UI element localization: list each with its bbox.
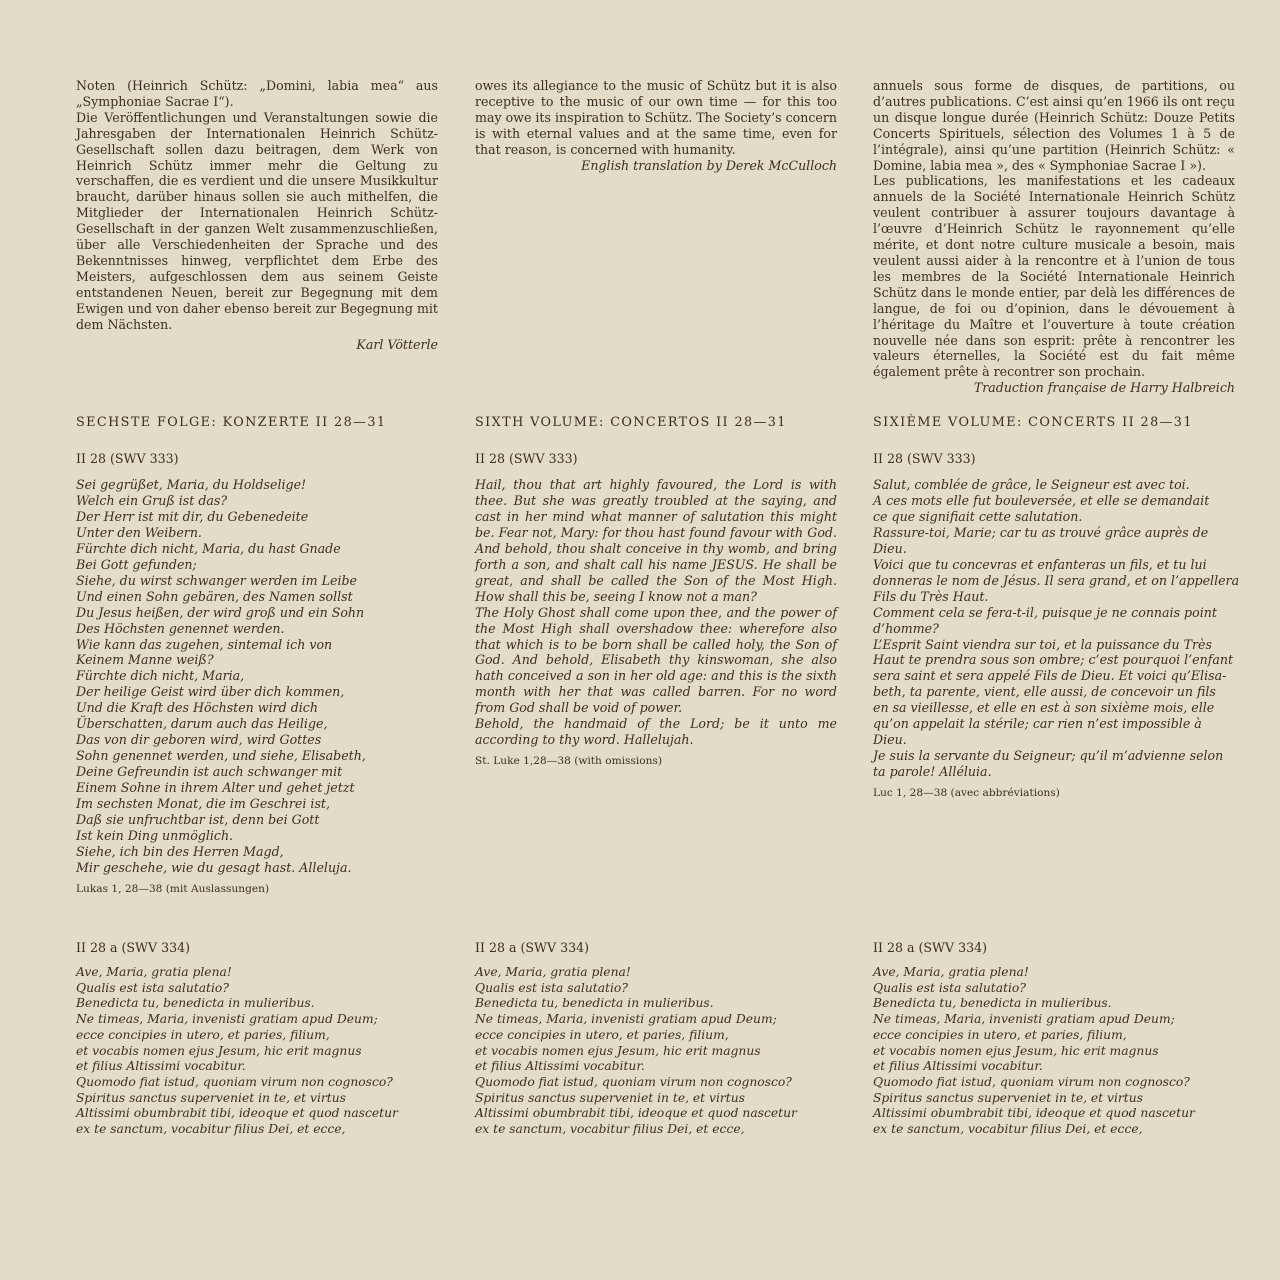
verse-line: et filius Altissimi vocabitur.: [76, 1059, 246, 1074]
verse-line: Spiritus sanctus superveniet in te, et virtus: [873, 1090, 1143, 1105]
verse-line: Der heilige Geist wird über dich kommen,: [76, 684, 345, 700]
verse-line: et vocabis nomen ejus Jesum, hic erit magnus: [76, 1043, 362, 1058]
intro-german: [76, 78, 438, 353]
verse-line: Qualis est ista salutatio?: [475, 980, 628, 995]
verse-line: Der Herr ist mit dir, du Gebenedeite: [76, 508, 309, 524]
verse-line: Überschatten, darum auch das Heilige,: [76, 716, 328, 732]
intro-paragraph: Die Veröffentlichungen und Veranstaltungen sowie die Jahresgaben der Internationalen Heinrich Schütz-Gesellschaft sollen dazu beitragen, dem Werk von Heinrich Schütz immer mehr die Geltung zu verschaffen, die es verdient und die unsere Musikkultur braucht, darüber hinaus sollen sie auch mithelfen, die Mitglieder der Internationalen Heinrich Schütz-Gesellschaft in der ganzen Welt zusammenzuschließen, über alle Verschiedenheiten der Sprache und des Bekenntnisses hinweg, verpflichtet dem Erbe des Meisters, aufgeschlossen dem aus seinem Geiste entstandenen Neuen, bereit zur Begegnung mit dem Ewigen und von daher ebenso bereit zur Begegnung mit dem Nächsten.: [76, 109, 438, 332]
verse-line: Fürchte dich nicht, Maria, du hast Gnade: [76, 540, 341, 556]
volume-title: SIXIÈME VOLUME: CONCERTS II 28—31: [873, 415, 1193, 430]
work-number: II 28 (SWV 333): [76, 451, 179, 466]
verse-line: Altissimi obumbrabit tibi, ideoque et quod nascetur: [475, 1106, 797, 1121]
work-number: II 28 (SWV 333): [873, 451, 976, 466]
verse-line: Bei Gott gefunden;: [76, 556, 197, 572]
verse-line: Im sechsten Monat, die im Geschrei ist,: [76, 796, 330, 812]
french-volume-section: [873, 414, 1240, 800]
verse-line: Quomodo fiat istud, quoniam virum non cognosco?: [475, 1074, 792, 1089]
work-number: II 28 a (SWV 334): [873, 940, 988, 955]
verse-line: Spiritus sanctus superveniet in te, et virtus: [475, 1090, 745, 1105]
verse-line: Siehe, ich bin des Herren Magd,: [76, 843, 284, 859]
verse-line: Das von dir geboren wird, wird Gottes: [76, 732, 322, 748]
verse-line: Altissimi obumbrabit tibi, ideoque et quod nascetur: [76, 1106, 398, 1121]
verse-line: Des Höchsten genennet werden.: [76, 620, 285, 636]
intro-paragraph: annuels sous forme de disques, de partitions, ou d’autres publications. C’est ainsi qu’en 1966 ils ont reçu un disque longue durée (Heinrich Schütz: Douze Petits Concerts Spirituels, sélection des Volumes 1 à 5 de l’intégrale), ainsi qu’une partition (Heinrich Schütz: « Domine, labia mea », des « Symphoniae Sacrae I »).: [873, 78, 1235, 173]
verse-line: Deine Gefreundin ist auch schwanger mit: [76, 764, 343, 780]
intro-signature: English translation by Derek McCulloch: [581, 157, 837, 173]
verse-line: Welch ein Gruß ist das?: [76, 492, 228, 508]
verse-line: Ne timeas, Maria, invenisti gratiam apud Deum;: [76, 1012, 378, 1027]
verse-line: Dieu.: [873, 732, 907, 748]
verse-line: ecce concipies in utero, et paries, filium,: [475, 1027, 729, 1042]
verse-line: qu’on appelait la stérile; car rien n’est impossible à: [873, 716, 1202, 732]
verse-line: ex te sanctum, vocabitur filius Dei, et ecce,: [76, 1122, 346, 1137]
verse-line: ex te sanctum, vocabitur filius Dei, et ecce,: [475, 1122, 745, 1137]
verse-line: Fils du Très Haut.: [873, 588, 989, 604]
work-number: II 28 (SWV 333): [475, 451, 578, 466]
french-verse: [873, 477, 1240, 780]
verse-line: et filius Altissimi vocabitur.: [873, 1059, 1043, 1074]
verse-line: Benedicta tu, benedicta in mulieribus.: [475, 996, 714, 1011]
verse-line: et filius Altissimi vocabitur.: [475, 1059, 645, 1074]
verse-line: Benedicta tu, benedicta in mulieribus.: [76, 996, 315, 1011]
intro-german-body: [76, 78, 438, 333]
verse-line: Qualis est ista salutatio?: [76, 980, 229, 995]
work-number: II 28 a (SWV 334): [475, 940, 590, 955]
verse-paragraph: The Holy Ghost shall come upon thee, and the power of the Most High shall overshadow thee: wherefore also that which is to be born shall be called holy, the Son of God. And behold, Elisabeth thy kinswoman, she also hath conceived a son in her old age: and this is the sixth month with her that was called barren. For no word from God shall be void of power.: [475, 604, 837, 716]
intro-signature: Karl Vötterle: [356, 336, 438, 352]
verse-line: Mir geschehe, wie du gesagt hast. Alleluja.: [76, 859, 352, 875]
verse-line: Benedicta tu, benedicta in mulieribus.: [873, 996, 1112, 1011]
work-number: II 28 a (SWV 334): [76, 940, 191, 955]
verse-line: et vocabis nomen ejus Jesum, hic erit magnus: [873, 1043, 1159, 1058]
verse-paragraph: Hail, thou that art highly favoured, the Lord is with thee. But she was greatly troubled at the saying, and cast in her mind what manner of salutation this might be. Fear not, Mary: for thou hast found favour with God. And behold, thou shalt conceive in thy womb, and bring forth a son, and shalt call his name JESUS. He shall be great, and shall be called the Son of the Most High. How shall this be, seeing I know not a man?: [475, 477, 837, 604]
verse-line: Fürchte dich nicht, Maria,: [76, 668, 245, 684]
verse-line: Altissimi obumbrabit tibi, ideoque et quod nascetur: [873, 1106, 1195, 1121]
verse-line: A ces mots elle fut bouleversée, et elle se demandait: [873, 492, 1210, 508]
volume-title: SECHSTE FOLGE: KONZERTE II 28—31: [76, 415, 387, 430]
verse-line: Quomodo fiat istud, quoniam virum non cognosco?: [76, 1074, 393, 1089]
verse-line: et vocabis nomen ejus Jesum, hic erit magnus: [475, 1043, 761, 1058]
verse-line: Keinem Manne weiß?: [76, 652, 214, 668]
verse-line: Siehe, du wirst schwanger werden im Leibe: [76, 572, 357, 588]
german-volume-section: [76, 414, 438, 896]
intro-french-body: [873, 78, 1235, 380]
english-volume-section: [475, 414, 837, 768]
verse-line: Rassure-toi, Marie; car tu as trouvé grâce auprès de: [873, 524, 1209, 540]
verse-line: Du Jesus heißen, der wird groß und ein Sohn: [76, 604, 365, 620]
verse-line: Haut te prendra sous son ombre; c’est pourquoi l’enfant: [873, 652, 1234, 668]
verse-line: Einem Sohne in ihrem Alter und gehet jetzt: [76, 780, 355, 796]
verse-line: Quomodo fiat istud, quoniam virum non cognosco?: [873, 1074, 1190, 1089]
verse-line: ex te sanctum, vocabitur filius Dei, et ecce,: [873, 1122, 1143, 1137]
verse-line: ecce concipies in utero, et paries, filium,: [873, 1027, 1127, 1042]
verse-line: Wie kann das zugehen, sintemal ich von: [76, 636, 333, 652]
verse-line: Dieu.: [873, 540, 907, 556]
verse-paragraph: Behold, the handmaid of the Lord; be it unto me according to thy word. Hallelujah.: [475, 716, 837, 748]
verse-line: ecce concipies in utero, et paries, filium,: [76, 1027, 330, 1042]
verse-line: Unter den Weibern.: [76, 524, 202, 540]
intro-english: [475, 78, 837, 174]
intro-english-body: [475, 78, 837, 158]
intro-paragraph: Noten (Heinrich Schütz: „Domini, labia mea“ aus „Symphoniae Sacrae I“).: [76, 78, 438, 109]
verse-line: ta parole! Alléluia.: [873, 764, 992, 780]
scripture-citation: Lukas 1, 28—38 (mit Auslassungen): [76, 882, 270, 895]
verse-line: Salut, comblée de grâce, le Seigneur est avec toi.: [873, 477, 1190, 492]
latin-section-german: [76, 940, 438, 1138]
intro-signature: Traduction française de Harry Halbreich: [973, 380, 1235, 396]
verse-line: Comment cela se fera-t-il, puisque je ne connais point: [873, 604, 1217, 620]
english-verse: [475, 477, 837, 748]
volume-title: SIXTH VOLUME: CONCERTOS II 28—31: [475, 415, 787, 430]
verse-line: en sa vieillesse, et elle en est à son sixième mois, elle: [873, 700, 1215, 716]
verse-line: Ave, Maria, gratia plena!: [873, 965, 1029, 979]
verse-line: Und die Kraft des Höchsten wird dich: [76, 700, 318, 716]
verse-line: Qualis est ista salutatio?: [873, 980, 1026, 995]
verse-line: Je suis la servante du Seigneur; qu’il m’advienne selon: [873, 748, 1224, 764]
intro-french: [873, 78, 1235, 396]
verse-line: Daß sie unfruchtbar ist, denn bei Gott: [76, 812, 320, 828]
verse-line: Ne timeas, Maria, invenisti gratiam apud Deum;: [873, 1012, 1175, 1027]
verse-line: ce que signifiait cette salutation.: [873, 508, 1083, 524]
verse-line: Ave, Maria, gratia plena!: [475, 965, 631, 979]
verse-line: Sei gegrüßet, Maria, du Holdselige!: [76, 477, 307, 492]
latin-section-french: [873, 940, 1235, 1138]
scripture-citation: St. Luke 1,28—38 (with omissions): [475, 755, 663, 768]
verse-line: Ne timeas, Maria, invenisti gratiam apud Deum;: [475, 1012, 777, 1027]
verse-line: L’Esprit Saint viendra sur toi, et la puissance du Très: [873, 636, 1212, 652]
verse-line: Sohn genennet werden, und siehe, Elisabeth,: [76, 748, 366, 764]
german-verse: [76, 477, 438, 876]
intro-paragraph: owes its allegiance to the music of Schütz but it is also receptive to the music of our own time — for this too may owe its inspiration to Schütz. The Society’s concern is with eternal values and at the same time, even for that reason, is concerned with humanity.: [475, 78, 837, 157]
verse-line: beth, ta parente, vient, elle aussi, de concevoir un fils: [873, 684, 1216, 700]
verse-line: Ist kein Ding unmöglich.: [76, 827, 234, 843]
verse-line: d’homme?: [873, 620, 939, 636]
verse-line: sera saint et sera appelé Fils de Dieu. Et voici qu’Elisa-: [873, 668, 1227, 684]
verse-line: Und einen Sohn gebären, des Namen sollst: [76, 588, 353, 604]
verse-line: Ave, Maria, gratia plena!: [76, 965, 232, 979]
latin-section-english: [475, 940, 837, 1138]
verse-line: donneras le nom de Jésus. Il sera grand, et on l’appellera: [873, 572, 1240, 588]
verse-line: Voici que tu concevras et enfanteras un fils, et tu lui: [873, 556, 1207, 572]
scripture-citation: Luc 1, 28—38 (avec abbréviations): [873, 787, 1060, 800]
intro-paragraph: Les publications, les manifestations et les cadeaux annuels de la Société Internationale Heinrich Schütz veulent contribuer à assurer toujours davantage à l’œuvre d’Heinrich Schütz le rayonnement qu’elle mérite, et dont notre culture musicale a besoin, mais veulent aussi aider à la rencontre et à l’union de tous les membres de la Société Internationale Heinrich Schütz dans le monde entier, par delà les différences de langue, de foi ou d’opinion, dans le dévouement à l’héritage du Maître et l’ouverture à toute création nouvelle née dans son esprit: prête à rencontrer les valeurs éternelles, la Société est du fait même également prête à recontrer son prochain.: [873, 173, 1235, 380]
verse-line: Spiritus sanctus superveniet in te, et virtus: [76, 1090, 346, 1105]
